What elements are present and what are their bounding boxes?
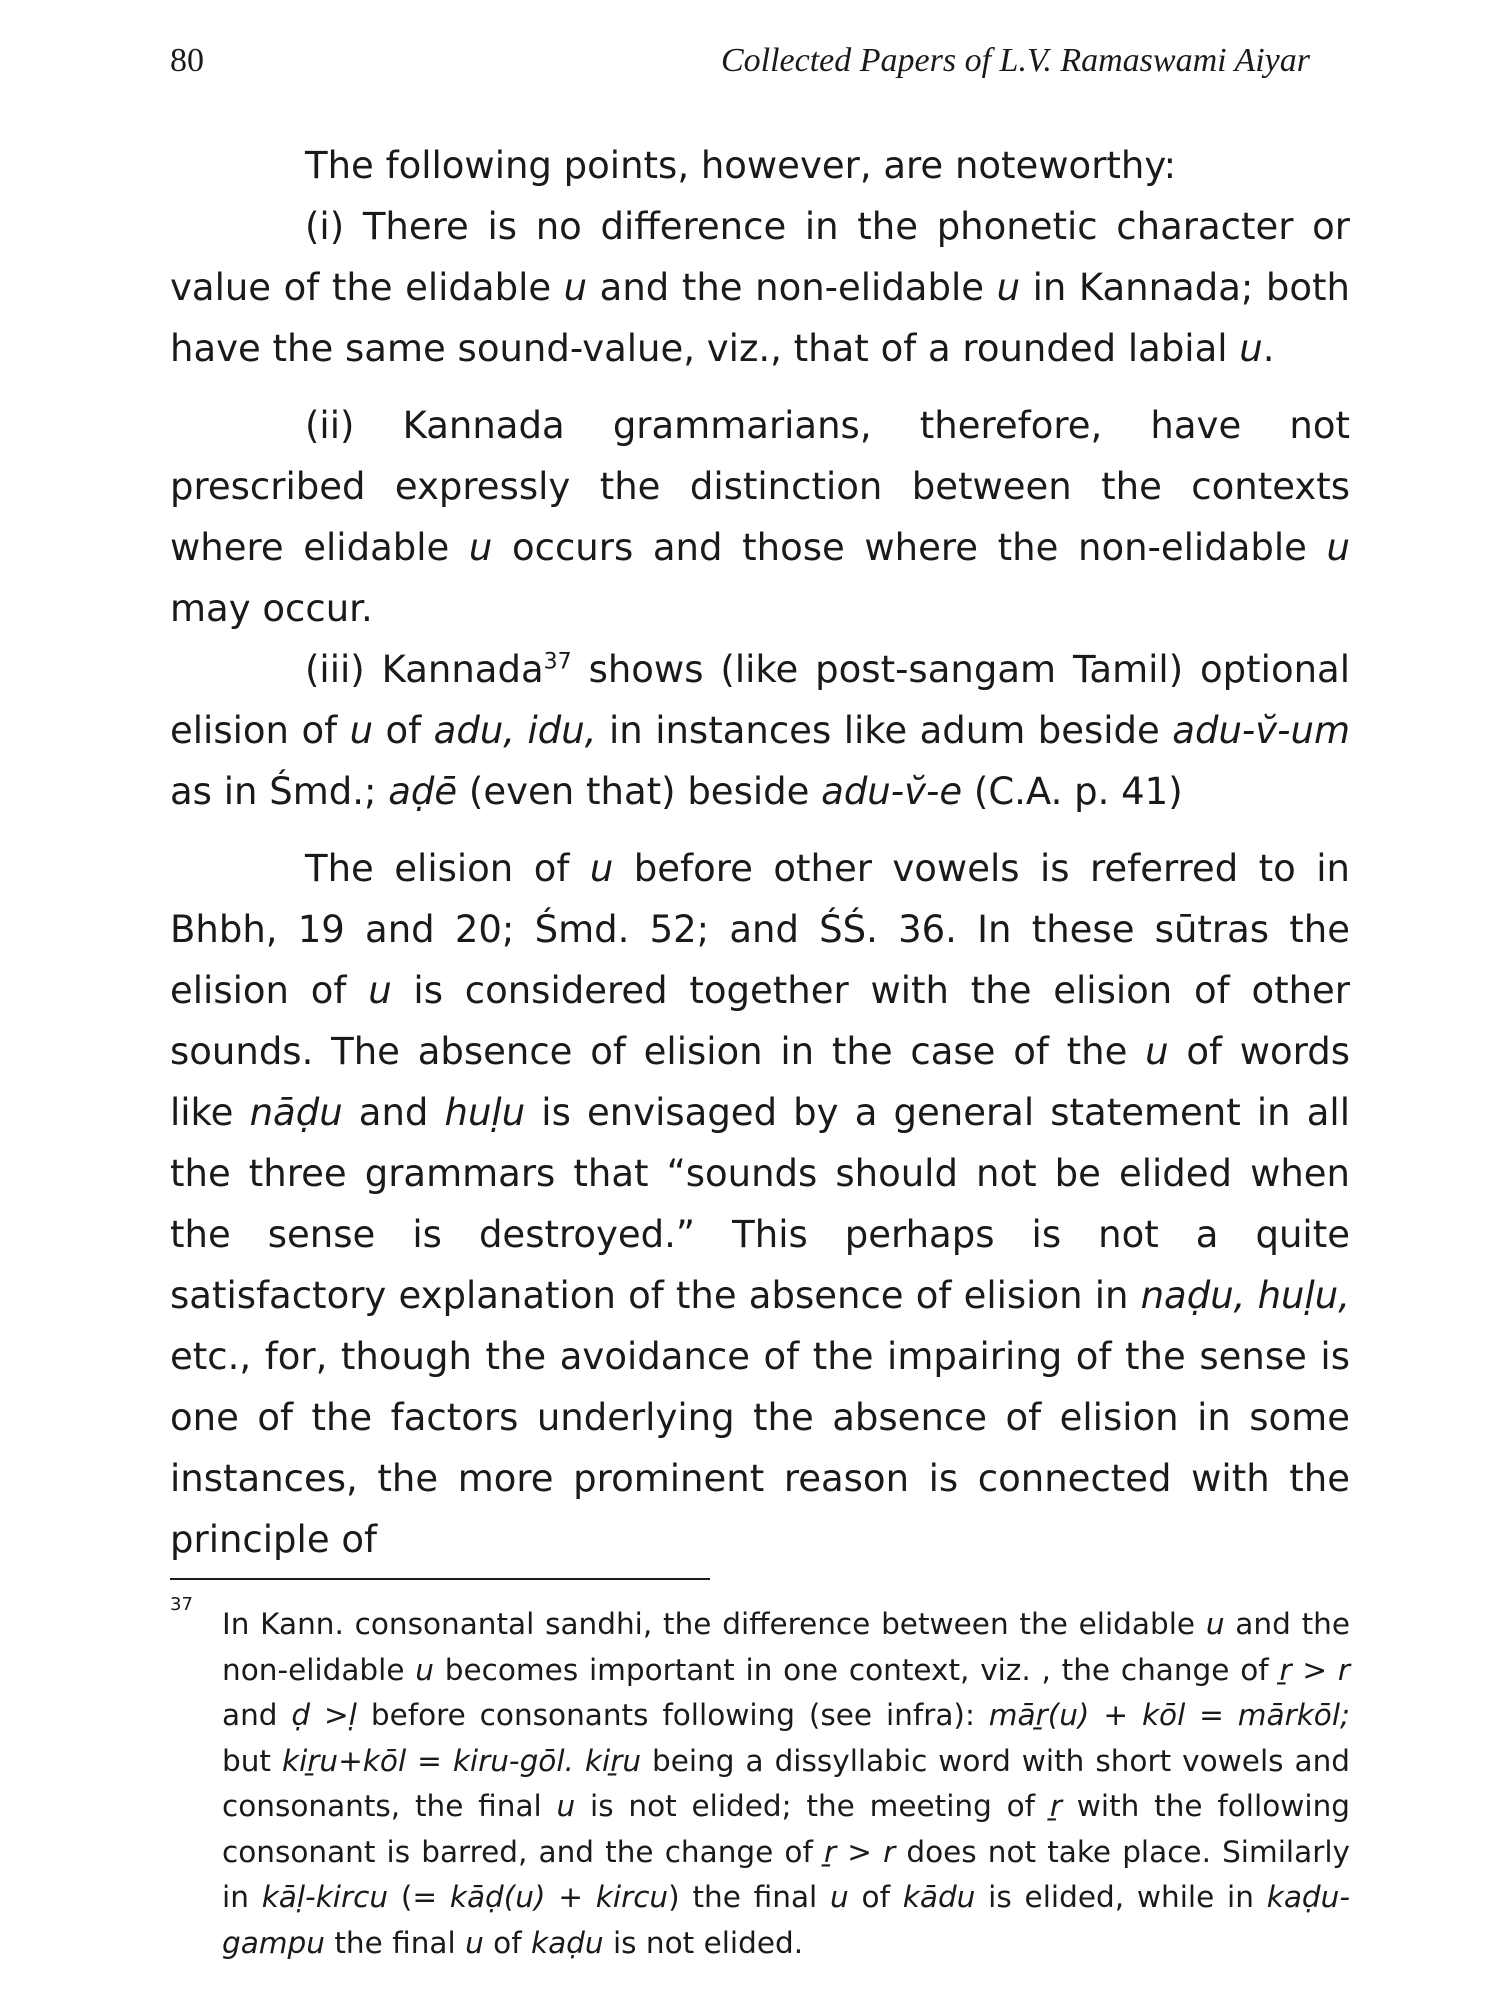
main-text <box>170 135 1350 1570</box>
page-header <box>170 42 1320 92</box>
footnote-text: In Kann. consonantal sandhi, the difference between the elidable u and the non-elidable u becomes important in one context, viz. , the change of ṟ > r and ḍ >ḷ before consonants following (see infra): māṟ(u) + kōl = mārkōl; but kiṟu+kōl = kiru-gōl. kiṟu being a dissyllabic word with short vowels and consonants, the final u is not elided; the meeting of ṟ with the following consonant is barred, and the change of ṟ > r does not take place. Similarly in kāḷ-kircu (= kāḍ(u) + kircu) the final u of kādu is elided, while in kaḍu-gampu the final u of kaḍu is not elided. <box>222 1607 1351 1960</box>
footnote-reference[interactable]: 37 <box>543 649 572 675</box>
paragraph-elision: The elision of u before other vowels is referred to in Bhbh, 19 and 20; Śmd. 52; and ŚŚ. 36. In these sūtras the elision of u is considered together with the elision of other sounds. The absence of elision in the case of the u of words like nāḍu and huḷu is envisaged by a general statement in all the three grammars that “sounds should not be elided when the sense is destroyed.” This perhaps is not a quite satisfactory explanation of the absence of elision in naḍu, huḷu, etc., for, though the avoidance of the impairing of the sense is one of the factors underlying the absence of elision in some instances, the more prominent reason is connected with the principle of <box>170 847 1351 1561</box>
paragraph-point-i: (i) There is no difference in the phonetic character or value of the elidable u and the non-elidable u in Kannada; both have the same sound-value, viz., that of a rounded labial u. <box>170 205 1350 370</box>
running-title: Collected Papers of L.V. Ramaswami Aiyar <box>720 42 1310 79</box>
footnote-37 <box>170 1594 1351 1966</box>
paragraph-point-iii: (iii) Kannada$^{37}$ shows (like post-sangam Tamil) optional elision of u of adu, idu, in instances like adum beside adu-v̆-um as in Śmd.; aḍē (even that) beside adu-v̆-e (C.A. p. 41) <box>170 648 1350 813</box>
paragraph-point-ii: (ii) Kannada grammarians, therefore, have not prescribed expressly the distinction between the contexts where elidable u occurs and those where the non-elidable u may occur. <box>170 404 1350 630</box>
footnote-divider <box>170 1578 710 1580</box>
paragraph-intro: The following points, however, are noteworthy: <box>305 144 1177 187</box>
page-number: 80 <box>170 42 204 79</box>
footnote-number: 37 <box>170 1594 193 1615</box>
